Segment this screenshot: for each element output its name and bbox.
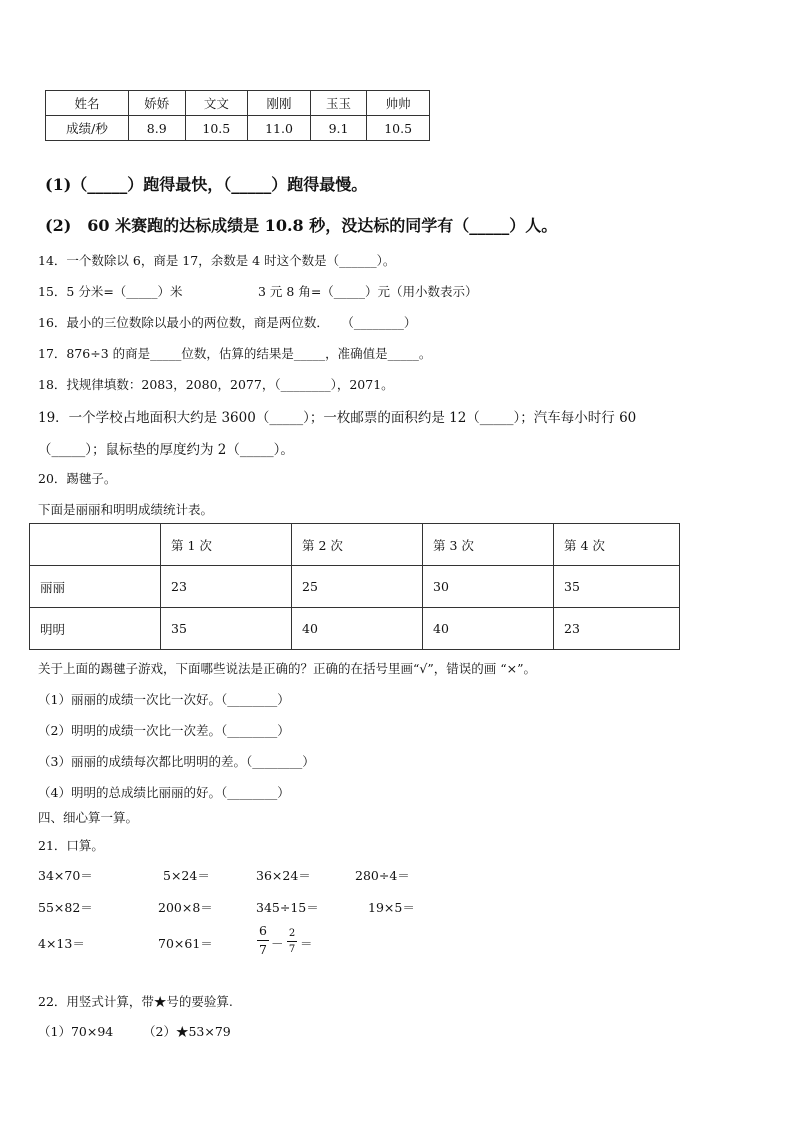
calc-item: 36×24＝ <box>256 868 311 883</box>
table-cell: 刚刚 <box>248 91 311 116</box>
table-cell: 第 1 次 <box>161 524 292 566</box>
table-cell: 丽丽 <box>30 566 161 608</box>
question-20-item-1: （1）丽丽的成绩一次比一次好。（________） <box>38 692 290 707</box>
table-cell: 25 <box>292 566 423 608</box>
table-row <box>30 524 680 566</box>
table-cell: 文文 <box>185 91 248 116</box>
table-cell: 40 <box>423 608 554 650</box>
table-cell <box>30 524 161 566</box>
calc-item: 55×82＝ <box>38 900 93 915</box>
question-20-item-3: （3）丽丽的成绩每次都比明明的差。（________） <box>38 754 315 769</box>
question-20-item-4: （4）明明的总成绩比丽丽的好。（________） <box>38 785 290 800</box>
table-cell: 23 <box>554 608 680 650</box>
fraction-denominator: 7 <box>288 944 296 955</box>
calc-item: 5×24＝ <box>163 868 210 883</box>
table-row <box>30 608 680 650</box>
table-cell: 娇娇 <box>129 91 186 116</box>
calc-item: 345÷15＝ <box>256 900 319 915</box>
table-cell: 10.5 <box>185 116 248 141</box>
table-cell: 成绩/秒 <box>46 116 129 141</box>
question-20-prompt: 关于上面的踢毽子游戏，下面哪些说法是正确的？正确的在括号里画“√”，错误的画 “×”。 <box>38 661 536 676</box>
fraction-two-sevenths <box>287 928 297 955</box>
calc-item: 200×8＝ <box>158 900 213 915</box>
table-cell: 帅帅 <box>367 91 430 116</box>
question-15a: 15．5 分米=（_____）米 <box>38 284 183 299</box>
question-22-b: （2）★53×79 <box>143 1024 231 1039</box>
minus-sign: － <box>271 936 284 951</box>
table-cell: 明明 <box>30 608 161 650</box>
calc-item: 280÷4＝ <box>355 868 410 883</box>
table-cell: 第 4 次 <box>554 524 680 566</box>
table-cell: 35 <box>554 566 680 608</box>
calc-item: 34×70＝ <box>38 868 93 883</box>
table-row <box>46 116 430 141</box>
fraction-denominator: 7 <box>259 942 267 957</box>
section-title: 四、细心算一算。 <box>38 810 139 825</box>
question-19-line2: （_____）；鼠标垫的厚度约为 2（_____）。 <box>38 442 294 458</box>
table-cell: 玉玉 <box>310 91 367 116</box>
question-19-line1: 19．一个学校占地面积大约是 3600（_____）；一枚邮票的面积约是 12（_____）；汽车每小时行 60 <box>38 410 637 426</box>
question-20-item-2: （2）明明的成绩一次比一次差。（________） <box>38 723 290 738</box>
calc-item: 70×61＝ <box>158 936 213 951</box>
table-cell: 40 <box>292 608 423 650</box>
calc-item: 19×5＝ <box>368 900 415 915</box>
question-16: 16．最小的三位数除以最小的两位数，商是两位数． （________） <box>38 315 417 330</box>
table-cell: 姓名 <box>46 91 129 116</box>
question-17: 17．876÷3 的商是_____位数，估算的结果是_____，准确值是_____。 <box>38 346 432 361</box>
question-20-intro: 下面是丽丽和明明成绩统计表。 <box>38 502 214 517</box>
calc-item: 4×13＝ <box>38 936 85 951</box>
fraction-six-sevenths <box>257 924 269 957</box>
question-14: 14．一个数除以 6，商是 17，余数是 4 时这个数是（______）。 <box>38 253 396 268</box>
question-run-1: (1)（_____）跑得最快，（_____）跑得最慢。 <box>45 175 368 194</box>
table-cell: 第 3 次 <box>423 524 554 566</box>
shuttlecock-results-table <box>29 523 680 650</box>
question-15b: 3 元 8 角=（_____）元（用小数表示） <box>258 284 478 299</box>
table-cell: 9.1 <box>310 116 367 141</box>
table-cell: 11.0 <box>248 116 311 141</box>
fraction-numerator: 6 <box>259 923 267 938</box>
running-results-table <box>45 90 430 141</box>
table-row <box>46 91 430 116</box>
table-row <box>30 566 680 608</box>
question-20-title: 20．踢毽子。 <box>38 471 117 486</box>
question-18: 18．找规律填数：2083，2080，2077，（________），2071。 <box>38 377 394 392</box>
question-run-2: (2) 60 米赛跑的达标成绩是 10.8 秒，没达标的同学有（_____）人。 <box>45 216 558 235</box>
question-22-a: （1）70×94 <box>38 1024 114 1039</box>
fraction-bar <box>257 940 269 941</box>
fraction-numerator: 2 <box>288 928 296 939</box>
table-cell: 30 <box>423 566 554 608</box>
table-cell: 35 <box>161 608 292 650</box>
fraction-bar <box>287 941 297 942</box>
table-cell: 第 2 次 <box>292 524 423 566</box>
question-22-title: 22．用竖式计算，带★号的要验算. <box>38 994 233 1009</box>
question-21-title: 21．口算。 <box>38 838 104 853</box>
table-cell: 23 <box>161 566 292 608</box>
equals-sign: ＝ <box>300 936 313 951</box>
table-cell: 8.9 <box>129 116 186 141</box>
table-cell: 10.5 <box>367 116 430 141</box>
